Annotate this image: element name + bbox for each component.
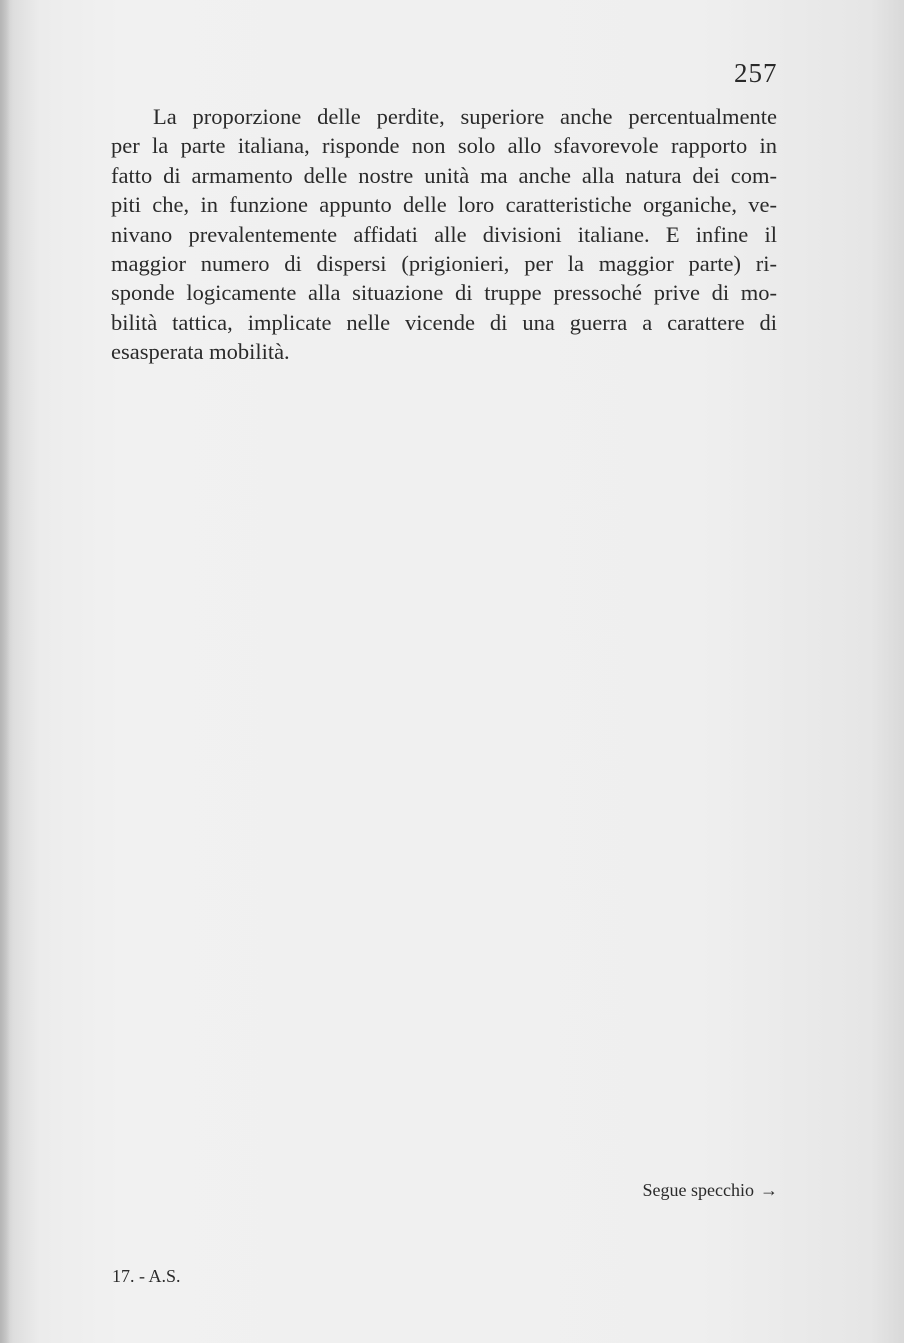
binding-shadow [0, 0, 10, 1343]
paragraph-line: per la parte italiana, risponde non solo allo sfavorevole rapporto in [111, 133, 777, 159]
body-paragraph [111, 102, 777, 367]
signature-mark: 17. - A.S. [112, 1266, 181, 1286]
paragraph-line: nivano prevalentemente affidati alle divisioni italiane. E infine il [111, 221, 777, 247]
continue-note [643, 1180, 778, 1201]
continue-label: Segue specchio [642, 1180, 754, 1200]
paragraph-line: La proporzione delle perdite, superiore anche percentualmente [153, 104, 777, 129]
paragraph-line: fatto di armamento delle nostre unità ma anche alla natura dei com- [111, 162, 777, 188]
paragraph-line: bilità tattica, implicate nelle vicende di una guerra a carattere di [111, 309, 777, 335]
paragraph-line: esasperata mobilità. [111, 339, 290, 365]
paragraph-line: maggior numero di dispersi (prigionieri, per la maggior parte) ri- [111, 250, 777, 276]
paragraph-line: sponde logicamente alla situazione di truppe pressoché prive di mo- [111, 280, 777, 306]
paragraph-line: piti che, in funzione appunto delle loro caratteristiche organiche, ve- [111, 192, 777, 218]
page-number: 257 [734, 58, 778, 88]
arrow-right-icon: → [760, 1180, 778, 1200]
